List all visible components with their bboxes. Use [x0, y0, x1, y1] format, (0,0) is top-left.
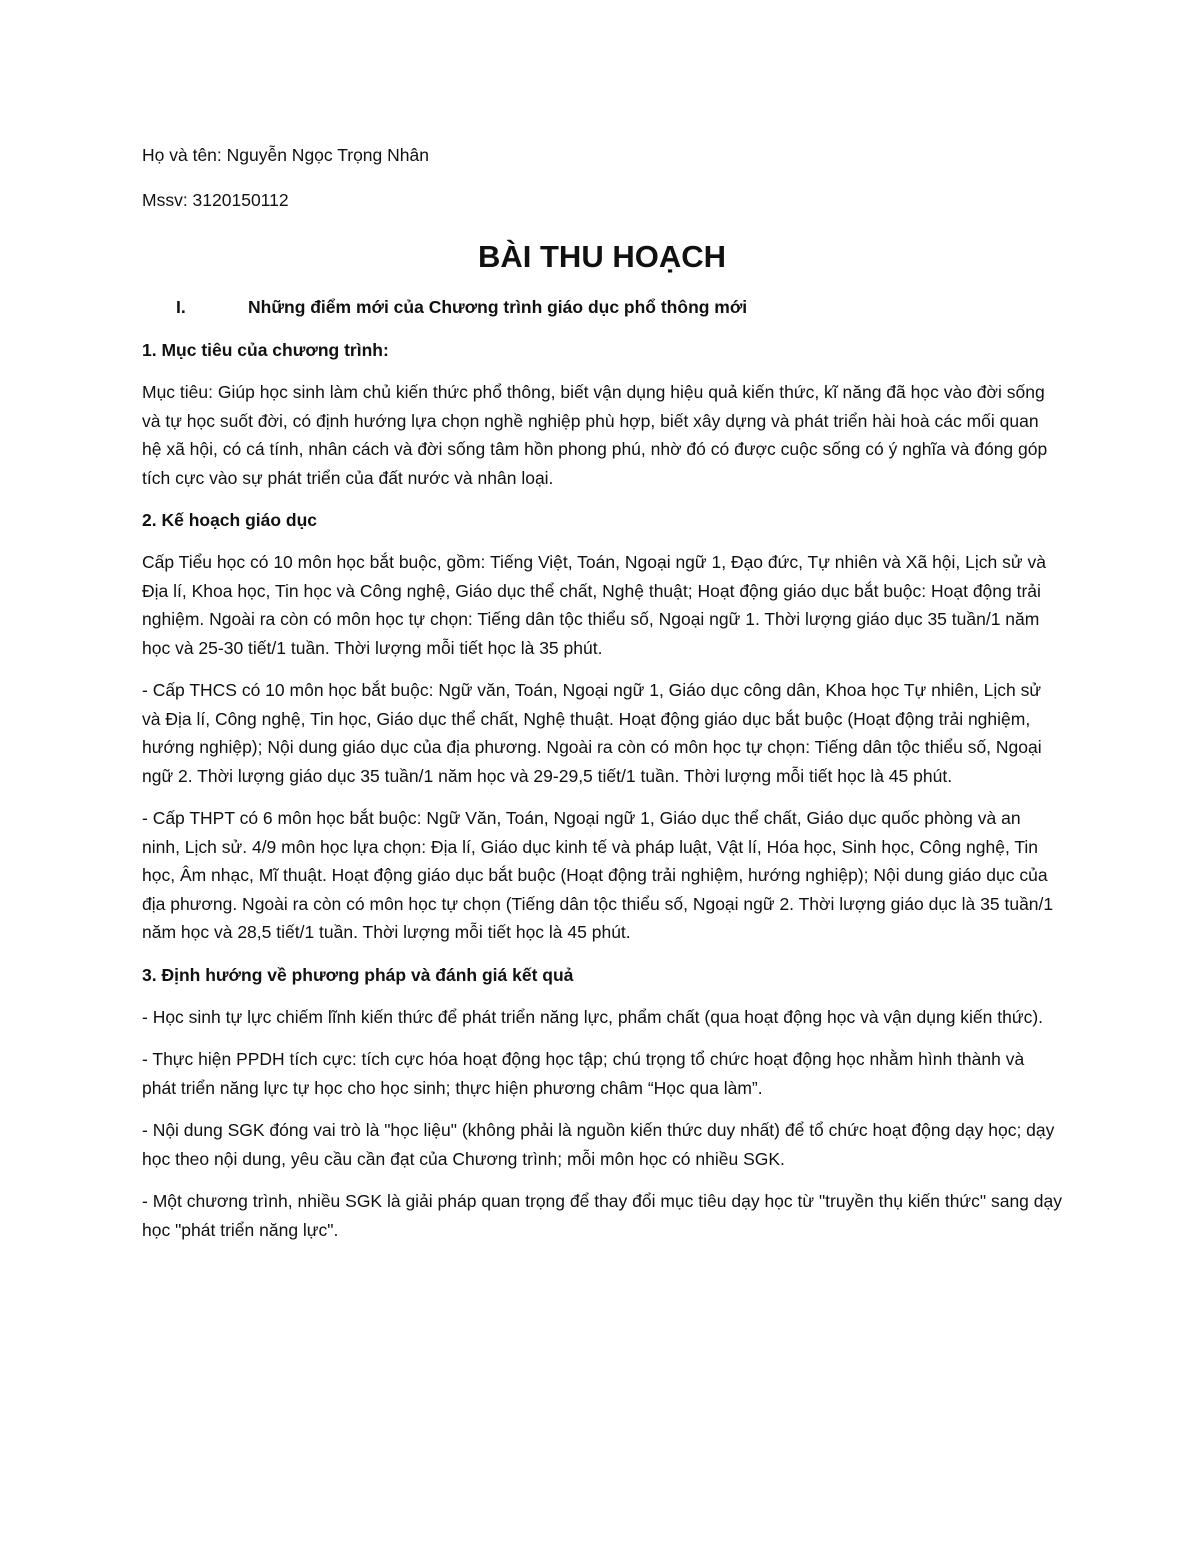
- paragraph-lower-secondary: - Cấp THCS có 10 môn học bắt buộc: Ngữ văn, Toán, Ngoại ngữ 1, Giáo dục công dân, Khoa học Tự nhiên, Lịch sử và Địa lí, Công nghệ, Tin học, Giáo dục thể chất, Nghệ thuật. Hoạt động giáo dục bắt buộc (Hoạt động trải nghiệm, hướng nghiệp); Nội dung giáo dục của địa phương. Ngoài ra còn có môn học tự chọn: Tiếng dân tộc thiểu số, Ngoại ngữ 2. Thời lượng giáo dục 35 tuần/1 năm học và 29-29,5 tiết/1 tuần. Thời lượng mỗi tiết học là 45 phút.: [142, 680, 1042, 786]
- document-body: [142, 140, 1062, 1258]
- section-heading: [142, 293, 1062, 321]
- student-id-line: Mssv: 3120150112: [142, 190, 289, 210]
- paragraph-method-2: - Thực hiện PPDH tích cực: tích cực hóa hoạt động học tập; chú trọng tổ chức hoạt động học nhằm hình thành và phát triển năng lực tự học cho học sinh; thực hiện phương châm “Học qua làm”.: [142, 1049, 1025, 1098]
- section-title: Những điểm mới của Chương trình giáo dục phổ thông mới: [248, 297, 748, 317]
- document-title: BÀI THU HOẠCH: [478, 239, 726, 274]
- paragraph-method-4: - Một chương trình, nhiều SGK là giải pháp quan trọng để thay đổi mục tiêu dạy học từ "truyền thụ kiến thức" sang dạy học "phát triển năng lực".: [142, 1191, 1062, 1240]
- paragraph-method-1: - Học sinh tự lực chiếm lĩnh kiến thức để phát triển năng lực, phẩm chất (qua hoạt động học và vận dụng kiến thức).: [142, 1006, 1044, 1027]
- paragraph-objectives: Mục tiêu: Giúp học sinh làm chủ kiến thức phổ thông, biết vận dụng hiệu quả kiến thức, kĩ năng đã học vào đời sống và tự học suốt đời, có định hướng lựa chọn nghề nghiệp phù hợp, biết xây dựng và phát triển hài hoà các mối quan hệ xã hội, có cá tính, nhân cách và đời sống tâm hồn phong phú, nhờ đó có được cuộc sống có ý nghĩa và đóng góp tích cực vào sự phát triển của đất nước và nhân loại.: [142, 382, 1048, 488]
- paragraph-primary: Cấp Tiểu học có 10 môn học bắt buộc, gồm: Tiếng Việt, Toán, Ngoại ngữ 1, Đạo đức, Tự nhiên và Xã hội, Lịch sử và Địa lí, Khoa học, Tin học và Công nghệ, Giáo dục thể chất, Nghệ thuật; Hoạt động giáo dục bắt buộc: Hoạt động trải nghiệm. Ngoài ra còn có môn học tự chọn: Tiếng dân tộc thiểu số, Ngoại ngữ 1. Thời lượng giáo dục 35 tuần/1 năm học và 25-30 tiết/1 tuần. Thời lượng mỗi tiết học là 35 phút.: [142, 552, 1046, 658]
- subsection-heading-plan: 2. Kế hoạch giáo dục: [142, 510, 318, 530]
- paragraph-upper-secondary: - Cấp THPT có 6 môn học bắt buộc: Ngữ Văn, Toán, Ngoại ngữ 1, Giáo dục thể chất, Giáo dục quốc phòng và an ninh, Lịch sử. 4/9 môn học lựa chọn: Địa lí, Giáo dục kinh tế và pháp luật, Vật lí, Hóa học, Sinh học, Công nghệ, Tin học, Âm nhạc, Mĩ thuật. Hoạt động giáo dục bắt buộc (Hoạt động trải nghiệm, hướng nghiệp); Nội dung giáo dục của địa phương. Ngoài ra còn có môn học tự chọn (Tiếng dân tộc thiểu số, Ngoại ngữ 2. Thời lượng giáo dục là 35 tuần/1 năm học và 28,5 tiết/1 tuần. Thời lượng mỗi tiết học là 45 phút.: [142, 808, 1054, 942]
- student-name-line: Họ và tên: Nguyễn Ngọc Trọng Nhân: [142, 145, 429, 165]
- paragraph-method-3: - Nội dung SGK đóng vai trò là "học liệu" (không phải là nguồn kiến thức duy nhất) để tổ chức hoạt động dạy học; dạy học theo nội dung, yêu cầu cần đạt của Chương trình; mỗi môn học có nhiều SGK.: [142, 1120, 1055, 1169]
- section-number: I.: [176, 297, 186, 317]
- subsection-heading-methods: 3. Định hướng về phương pháp và đánh giá kết quả: [142, 964, 574, 985]
- subsection-heading-objectives: 1. Mục tiêu của chương trình:: [142, 340, 389, 360]
